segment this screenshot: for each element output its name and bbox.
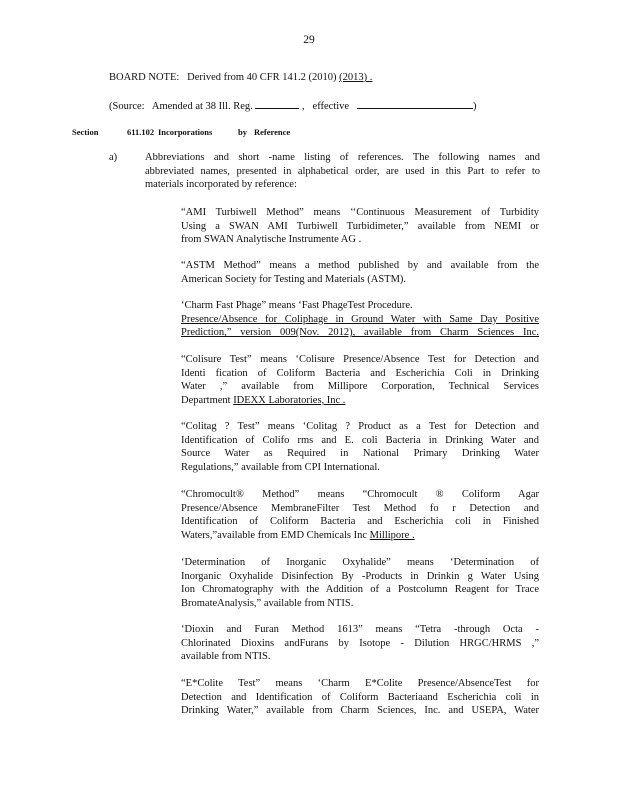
- definition-line: from SWAN Analytische Instrumente AG .: [181, 234, 362, 246]
- effective-date-blank: [357, 98, 473, 109]
- paragraph-a-line: abbreviated names, presented in alphabetical order, are used in this Part to refer to: [145, 165, 540, 177]
- section-title: Incorporations: [158, 127, 213, 137]
- definition-line: “Colitag ? Test” means ‘Colitag ? Product as a Test for Detection and: [181, 421, 539, 432]
- definition-line: Identification of Coliform Bacteria and Escherichia coli in Finished: [181, 516, 539, 528]
- definition-line: Detection and Identification of Coliform Bacteriaand Escherichia coli in: [181, 691, 539, 703]
- section-reference: Reference: [254, 127, 291, 137]
- definition-line: BromateAnalysis,” available from NTIS.: [181, 597, 354, 609]
- definition-line: Source Water as Required in National Primary Drinking Water: [181, 448, 539, 460]
- definition-line-added: Presence/Absence for Coliphage in Ground Water with Same Day Positive: [181, 313, 539, 325]
- definition-chromocult-method: [181, 488, 539, 542]
- definition-charm-fast-phage: [181, 299, 539, 340]
- definition-added-text: Millipore .: [369, 529, 415, 541]
- definition-line: “Colisure Test” means ‘Colisure Presence/Absence Test for Detection and: [181, 354, 539, 365]
- section-label: Section: [72, 127, 99, 137]
- definition-line: Drinking Water,” available from Charm Sciences, Inc. and USEPA, Water: [181, 705, 539, 717]
- board-note: [109, 71, 372, 85]
- definition-line: [181, 529, 539, 543]
- section-by: by: [238, 127, 247, 137]
- definition-text: Waters,”available from EMD Chemicals Inc: [181, 529, 368, 541]
- definition-ami-turbiwell: [181, 206, 539, 247]
- section-number: 611.102: [127, 127, 155, 137]
- definition-added-text: IDEXX Laboratories, Inc .: [233, 394, 346, 406]
- definition-inorganic-oxyhalide: [181, 556, 539, 610]
- definition-line: Chlorinated Dioxins andFurans by Isotope - Dilution HRGC/HRMS ,”: [181, 637, 539, 649]
- definition-line: “ASTM Method” means a method published by and available from the: [181, 260, 539, 271]
- definition-line: Presence/Absence MembraneFilter Test Method fo r Detection and: [181, 502, 539, 514]
- definition-line: Identification of Colifo rms and E. coli Bacteria in Drinking Water and: [181, 434, 539, 446]
- definition-line: ‘Dioxin and Furan Method 1613” means “Tetra -through Octa -: [181, 624, 539, 635]
- definition-line: Regulations,” available from CPI International.: [181, 461, 380, 473]
- definition-line: [181, 394, 539, 408]
- definition-line: “AMI Turbiwell Method” means ‘‘Continuous Measurement of Turbidity: [181, 207, 539, 218]
- definition-line-added: Prediction,” version 009(Nov. 2012), available from Charm Sciences Inc.: [181, 327, 539, 339]
- source-effective: effective: [312, 101, 350, 112]
- definition-text: Department: [181, 394, 231, 406]
- definition-line: Water ,” available from Millipore Corporation, Technical Services: [181, 381, 539, 393]
- paragraph-a-line: Abbreviations and short -name listing of references. The following names and: [145, 152, 540, 163]
- definition-line: available from NTIS.: [181, 651, 271, 663]
- source-note: (Source: Amended at 38 Ill. Reg. , effective ): [109, 98, 476, 114]
- definition-ecolite-test: [181, 677, 539, 718]
- page-number: 29: [303, 34, 315, 46]
- source-open: (Source:: [109, 101, 145, 112]
- paragraph-a-label: a): [109, 152, 118, 163]
- definition-colitag-test: [181, 420, 539, 474]
- paragraph-a-line: materials incorporated by reference:: [145, 179, 297, 190]
- source-close: ): [472, 101, 477, 112]
- board-note-label: BOARD NOTE:: [109, 72, 180, 83]
- definition-astm-method: [181, 259, 539, 286]
- board-note-amended: (2013) .: [339, 72, 373, 83]
- definition-colisure-test: [181, 353, 539, 407]
- board-note-text: Derived from 40 CFR 141.2 (2010): [187, 72, 337, 83]
- definition-line: Inorganic Oxyhalide Disinfection By -Products in Drinkin g Water Using: [181, 570, 539, 582]
- definition-line: “E*Colite Test” means ‘Charm E*Colite Presence/AbsenceTest for: [181, 678, 539, 689]
- definition-line: Using a SWAN AMI Turbiwell Turbidimeter,” available from NEMI or: [181, 220, 539, 232]
- definition-line: American Society for Testing and Materials (ASTM).: [181, 273, 407, 285]
- definition-line: ‘Charm Fast Phage” means ‘Fast PhageTest Procedure.: [181, 300, 413, 311]
- definition-line: “Chromocult® Method” means “Chromocult ® Coliform Agar: [181, 489, 539, 500]
- definition-line: Ion Chromatography with the Addition of a Postcolumn Reagent for Trace: [181, 584, 539, 596]
- source-amended: Amended at 38 Ill. Reg.: [151, 101, 253, 112]
- definition-line: ‘Determination of Inorganic Oxyhalide” means ‘Determination of: [181, 557, 539, 568]
- definition-dioxin-furan-method: [181, 623, 539, 664]
- paragraph-a: [145, 151, 540, 178]
- definition-line: Identi fication of Coliform Bacteria and Escherichia Coli in Drinking: [181, 367, 539, 379]
- register-blank: [255, 98, 299, 109]
